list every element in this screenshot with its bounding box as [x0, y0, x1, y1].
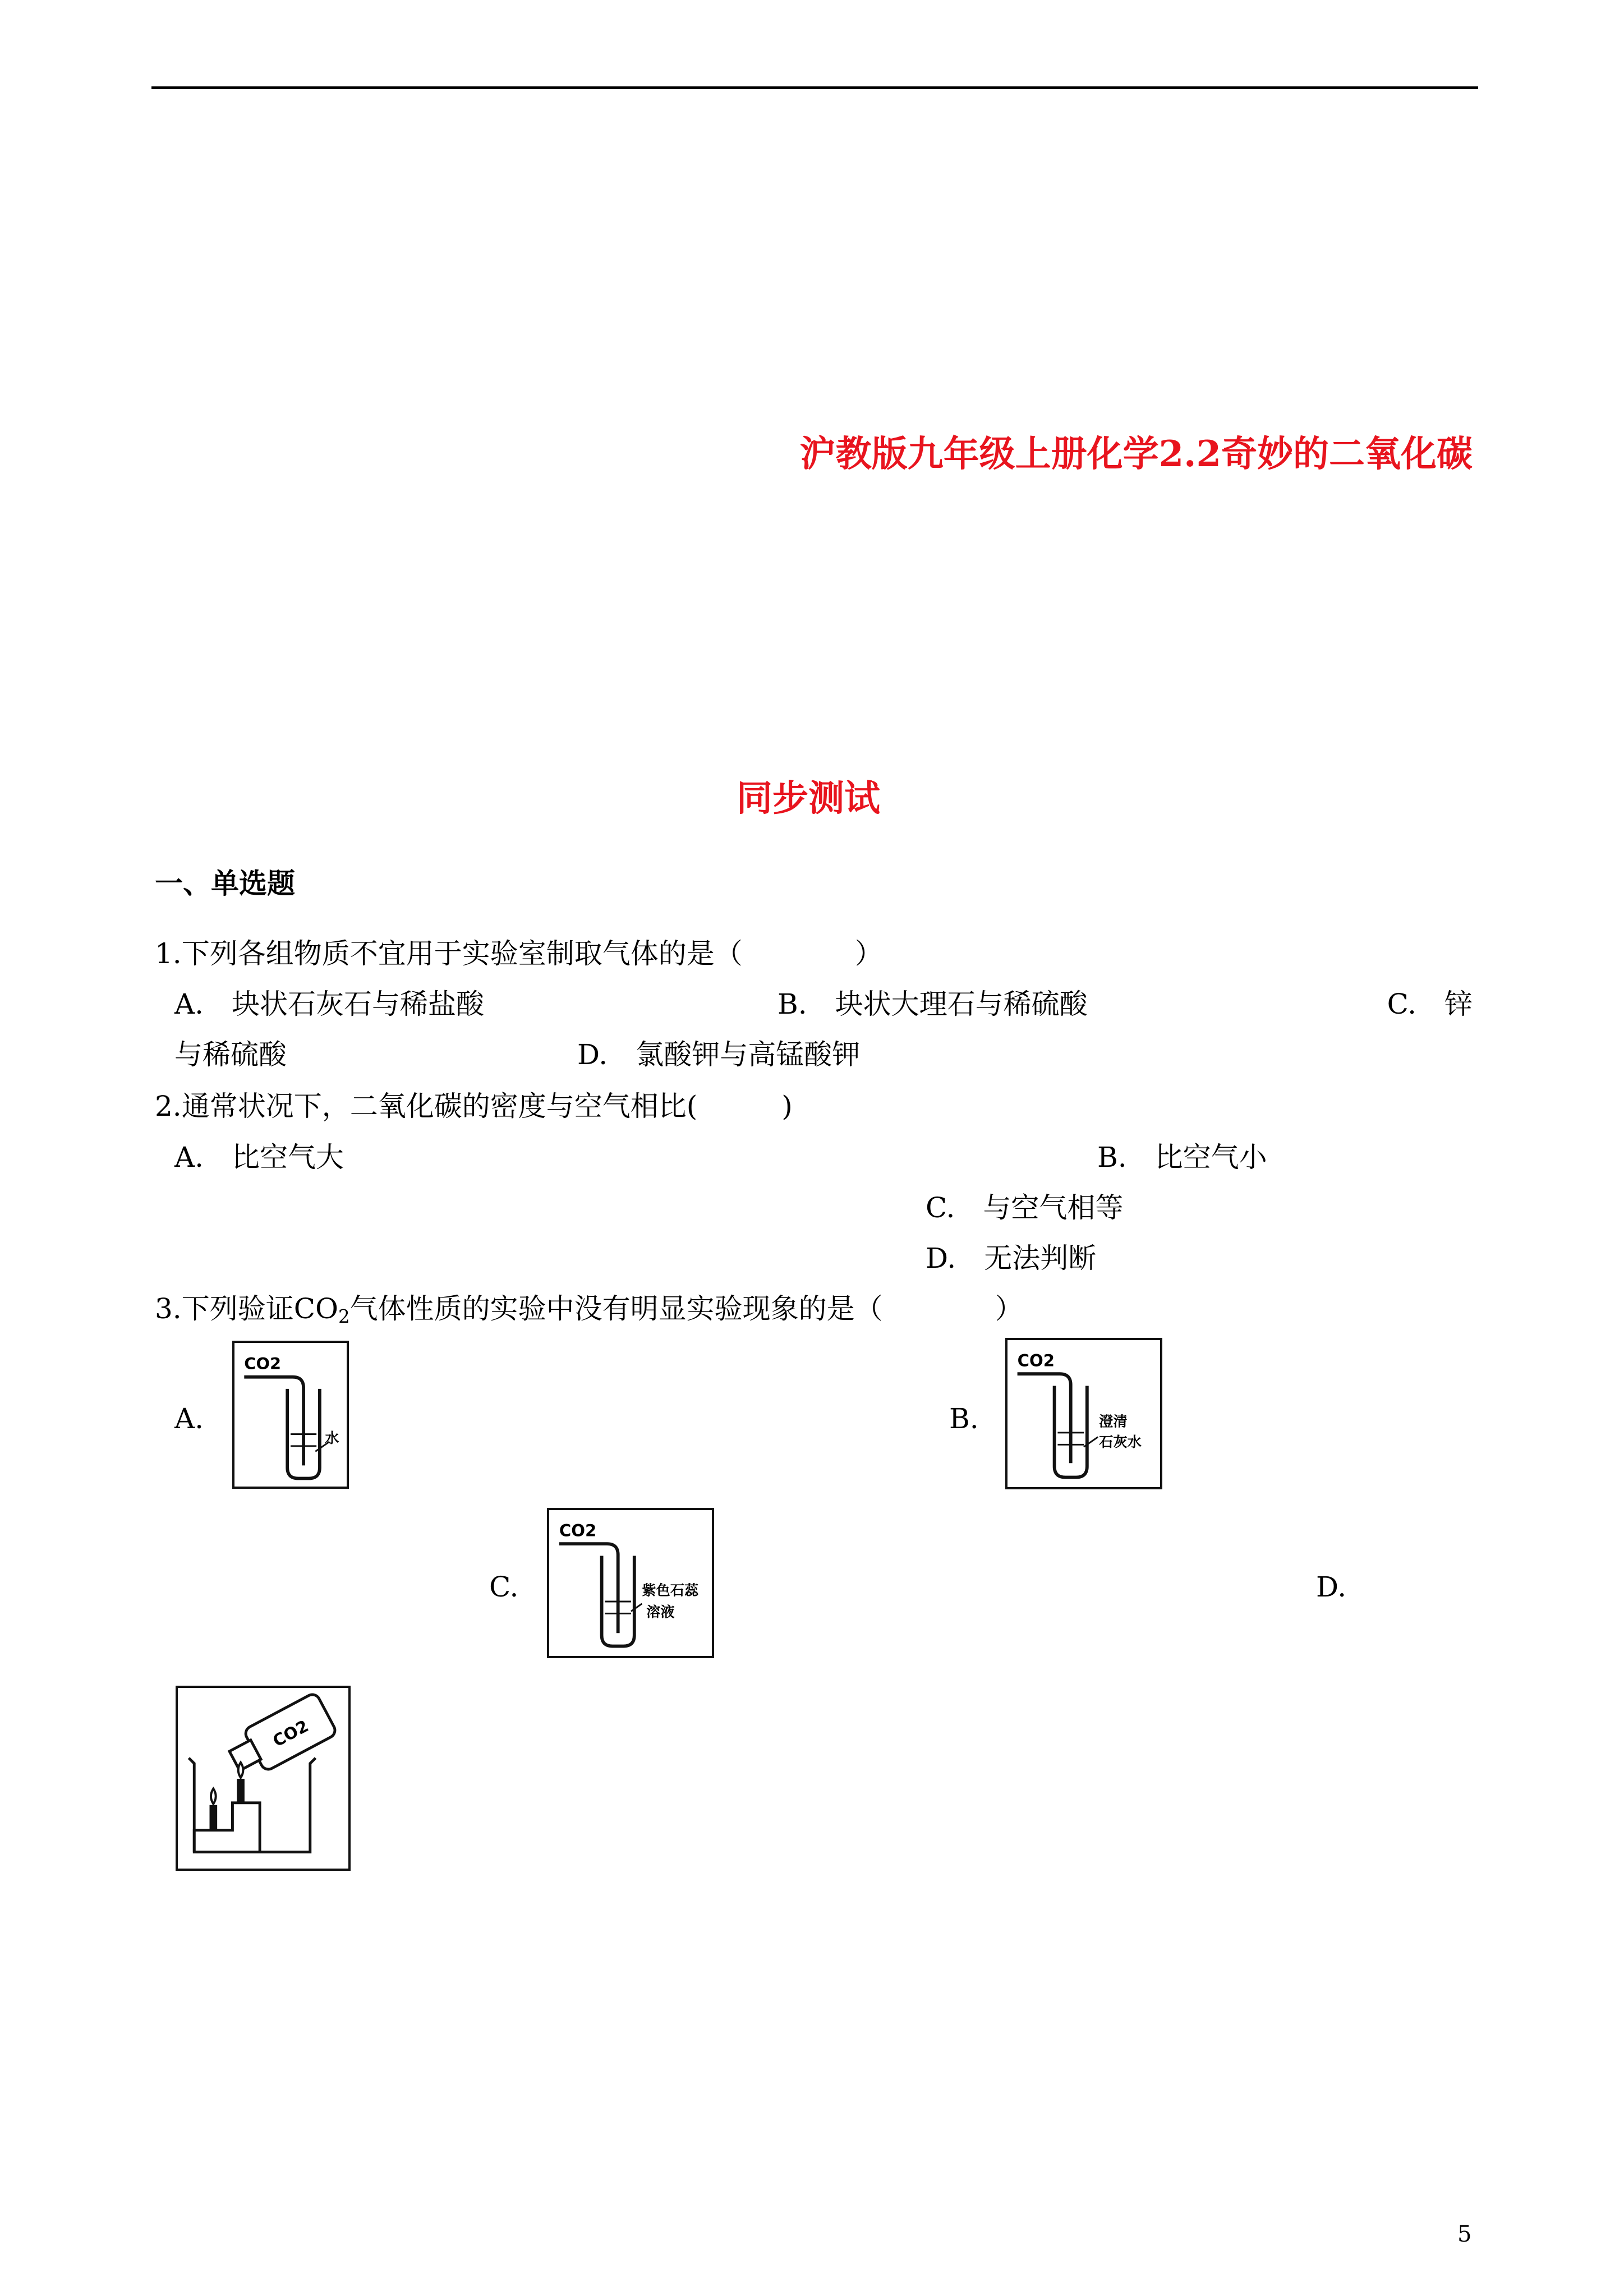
page-number: 5 [1457, 2221, 1472, 2247]
question-2-option-c: C. 与空气相等 [926, 1191, 1124, 1224]
question-3-stem: 3.下列验证$CO_2$气体性质的实验中没有明显实验现象的是（ ） [155, 1292, 1023, 1328]
svg-text:CO2: CO2 [1017, 1351, 1055, 1370]
question-1-option-c-continued: 与稀硫酸 [174, 1038, 287, 1071]
question-3-option-d: D. [1316, 1571, 1347, 1603]
section-heading: 一、单选题 [155, 867, 295, 900]
question-3-option-c: C. [489, 1571, 519, 1603]
question-1-option-d: D. 氯酸钾与高锰酸钾 [577, 1038, 861, 1071]
svg-text:溶液: 溶液 [646, 1604, 675, 1621]
header-rule [151, 86, 1478, 89]
question-1-option-a: A. 块状石灰石与稀盐酸 [174, 988, 485, 1020]
question-1-option-b: B. 块状大理石与稀硫酸 [778, 988, 1088, 1020]
figure-b-co2-into-limewater [1005, 1338, 1162, 1489]
document-title: 沪教版九年级上册化学2.2奇妙的二氧化碳 [799, 433, 1473, 475]
svg-text:石灰水: 石灰水 [1099, 1434, 1142, 1451]
question-2-stem: 2.通常状况下，二氧化碳的密度与空气相比( ) [155, 1090, 793, 1122]
svg-text:澄清: 澄清 [1099, 1413, 1128, 1430]
question-1-stem: 1.下列各组物质不宜用于实验室制取气体的是（ ） [155, 937, 883, 970]
svg-text:水: 水 [325, 1430, 339, 1446]
svg-text:CO2: CO2 [269, 1716, 312, 1751]
question-2-option-b: B. 比空气小 [1097, 1141, 1267, 1174]
question-3-option-a: A. [174, 1402, 204, 1435]
svg-text:紫色石蕊: 紫色石蕊 [642, 1582, 699, 1599]
svg-text:CO2: CO2 [244, 1354, 282, 1374]
question-1-option-c: C. 锌 [1387, 988, 1473, 1020]
question-3-option-b: B. [949, 1402, 979, 1435]
figure-c-co2-into-litmus [547, 1508, 714, 1658]
figure-a-co2-into-water [232, 1341, 349, 1489]
question-2-option-d: D. 无法判断 [926, 1242, 1097, 1274]
question-2-option-a: A. 比空气大 [174, 1141, 344, 1174]
document-subtitle: 同步测试 [737, 777, 880, 820]
figure-d-co2-poured-onto-candles [176, 1686, 351, 1871]
svg-text:CO2: CO2 [559, 1521, 597, 1540]
